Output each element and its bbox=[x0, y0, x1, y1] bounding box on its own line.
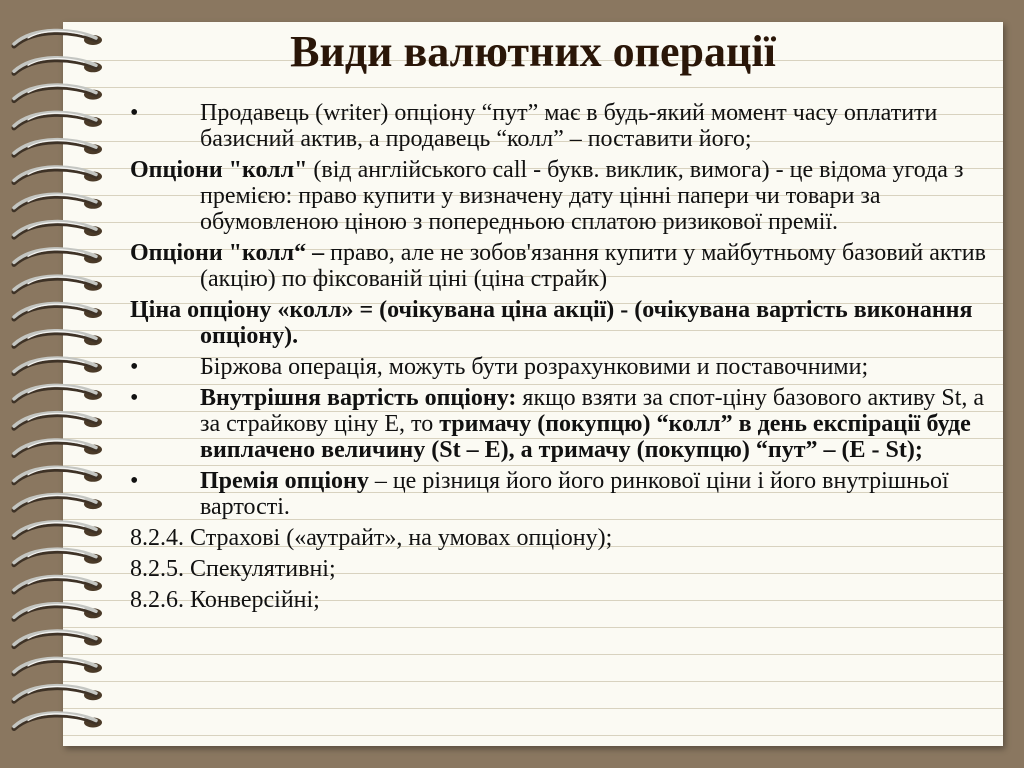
spiral-ring bbox=[14, 112, 102, 128]
bullet-item bbox=[130, 385, 990, 463]
spiral-ring bbox=[14, 522, 102, 538]
text: 8.2.5. Спекулятивні; bbox=[130, 556, 336, 582]
spiral-ring bbox=[14, 440, 102, 456]
bullet-item bbox=[130, 354, 990, 380]
spiral-ring bbox=[14, 576, 102, 592]
spiral-ring bbox=[14, 495, 102, 511]
spiral-ring bbox=[14, 604, 102, 620]
text: Біржова операція, можуть бути розрахунковими и поставочними; bbox=[200, 354, 869, 380]
spiral-ring bbox=[14, 631, 102, 647]
spiral-ring bbox=[14, 713, 102, 729]
paragraph bbox=[130, 297, 990, 349]
spiral-ring bbox=[14, 303, 102, 319]
text: (від англійського call - букв. виклик, вимога) - це відома угода з премією: право купити у визначену дату цінні папери чи товари за обумовленою ціною з попередньою сплатою ризикової премії. bbox=[200, 157, 964, 235]
text: 8.2.6. Конверсійні; bbox=[130, 587, 320, 613]
bold-text: Внутрішня вартість опціону: bbox=[200, 385, 517, 411]
slide-content bbox=[130, 100, 990, 613]
bold-text: тримачу (покупцю) “колл” в день експірації буде виплачено величину (St – E), а тримачу (покупцю) “пут” – (E - St); bbox=[200, 411, 971, 463]
paragraph bbox=[130, 587, 990, 613]
spiral-ring bbox=[14, 331, 102, 347]
bullet-marker: • bbox=[130, 385, 139, 411]
bold-text: Премія опціону bbox=[200, 468, 369, 494]
spiral-ring bbox=[14, 194, 102, 210]
text: якщо взяти за спот-ціну базового активу St, а за страйкову ціну Е, то bbox=[200, 385, 985, 437]
paragraph bbox=[130, 240, 990, 292]
paragraph bbox=[130, 525, 990, 551]
paragraph bbox=[130, 157, 990, 235]
spiral-ring bbox=[14, 658, 102, 674]
spiral-ring bbox=[14, 413, 102, 429]
bold-text: Ціна опціону «колл» = (очікувана ціна акції) - (очікувана вартість виконання опціону). bbox=[130, 297, 973, 349]
bullet-marker: • bbox=[130, 468, 139, 494]
text: – це різниця його його ринкової ціни і його внутрішньої вартості. bbox=[200, 468, 949, 520]
paragraph bbox=[130, 556, 990, 582]
spiral-ring bbox=[14, 249, 102, 265]
spiral-binding bbox=[0, 0, 110, 768]
spiral-ring bbox=[14, 358, 102, 374]
spiral-ring bbox=[14, 549, 102, 565]
text: право, але не зобов'язання купити у майбутньому базовий актив (акцію) по фіксованій ціні (ціна страйк) bbox=[200, 240, 986, 292]
spiral-ring bbox=[14, 686, 102, 702]
bullet-item bbox=[130, 100, 990, 152]
spiral-ring bbox=[14, 140, 102, 156]
spiral-ring bbox=[14, 85, 102, 101]
text: Продавець (writer) опціону “пут” має в будь-який момент часу оплатити базисний актив, а продавець “колл” – поставити його; bbox=[200, 100, 938, 152]
bullet-marker: • bbox=[130, 354, 139, 380]
bold-text: Опціони "колл" bbox=[130, 157, 308, 183]
spiral-ring bbox=[14, 167, 102, 183]
spiral-ring bbox=[14, 222, 102, 238]
bullet-marker: • bbox=[130, 100, 139, 126]
slide-title: Види валютних операції bbox=[290, 27, 776, 76]
text: 8.2.4. Страхові («аутрайт», на умовах опціону); bbox=[130, 525, 613, 551]
spiral-ring bbox=[14, 467, 102, 483]
bullet-item bbox=[130, 468, 990, 520]
spiral-ring bbox=[14, 385, 102, 401]
bold-text: Опціони "колл“ – bbox=[130, 240, 325, 266]
spiral-ring bbox=[14, 276, 102, 292]
